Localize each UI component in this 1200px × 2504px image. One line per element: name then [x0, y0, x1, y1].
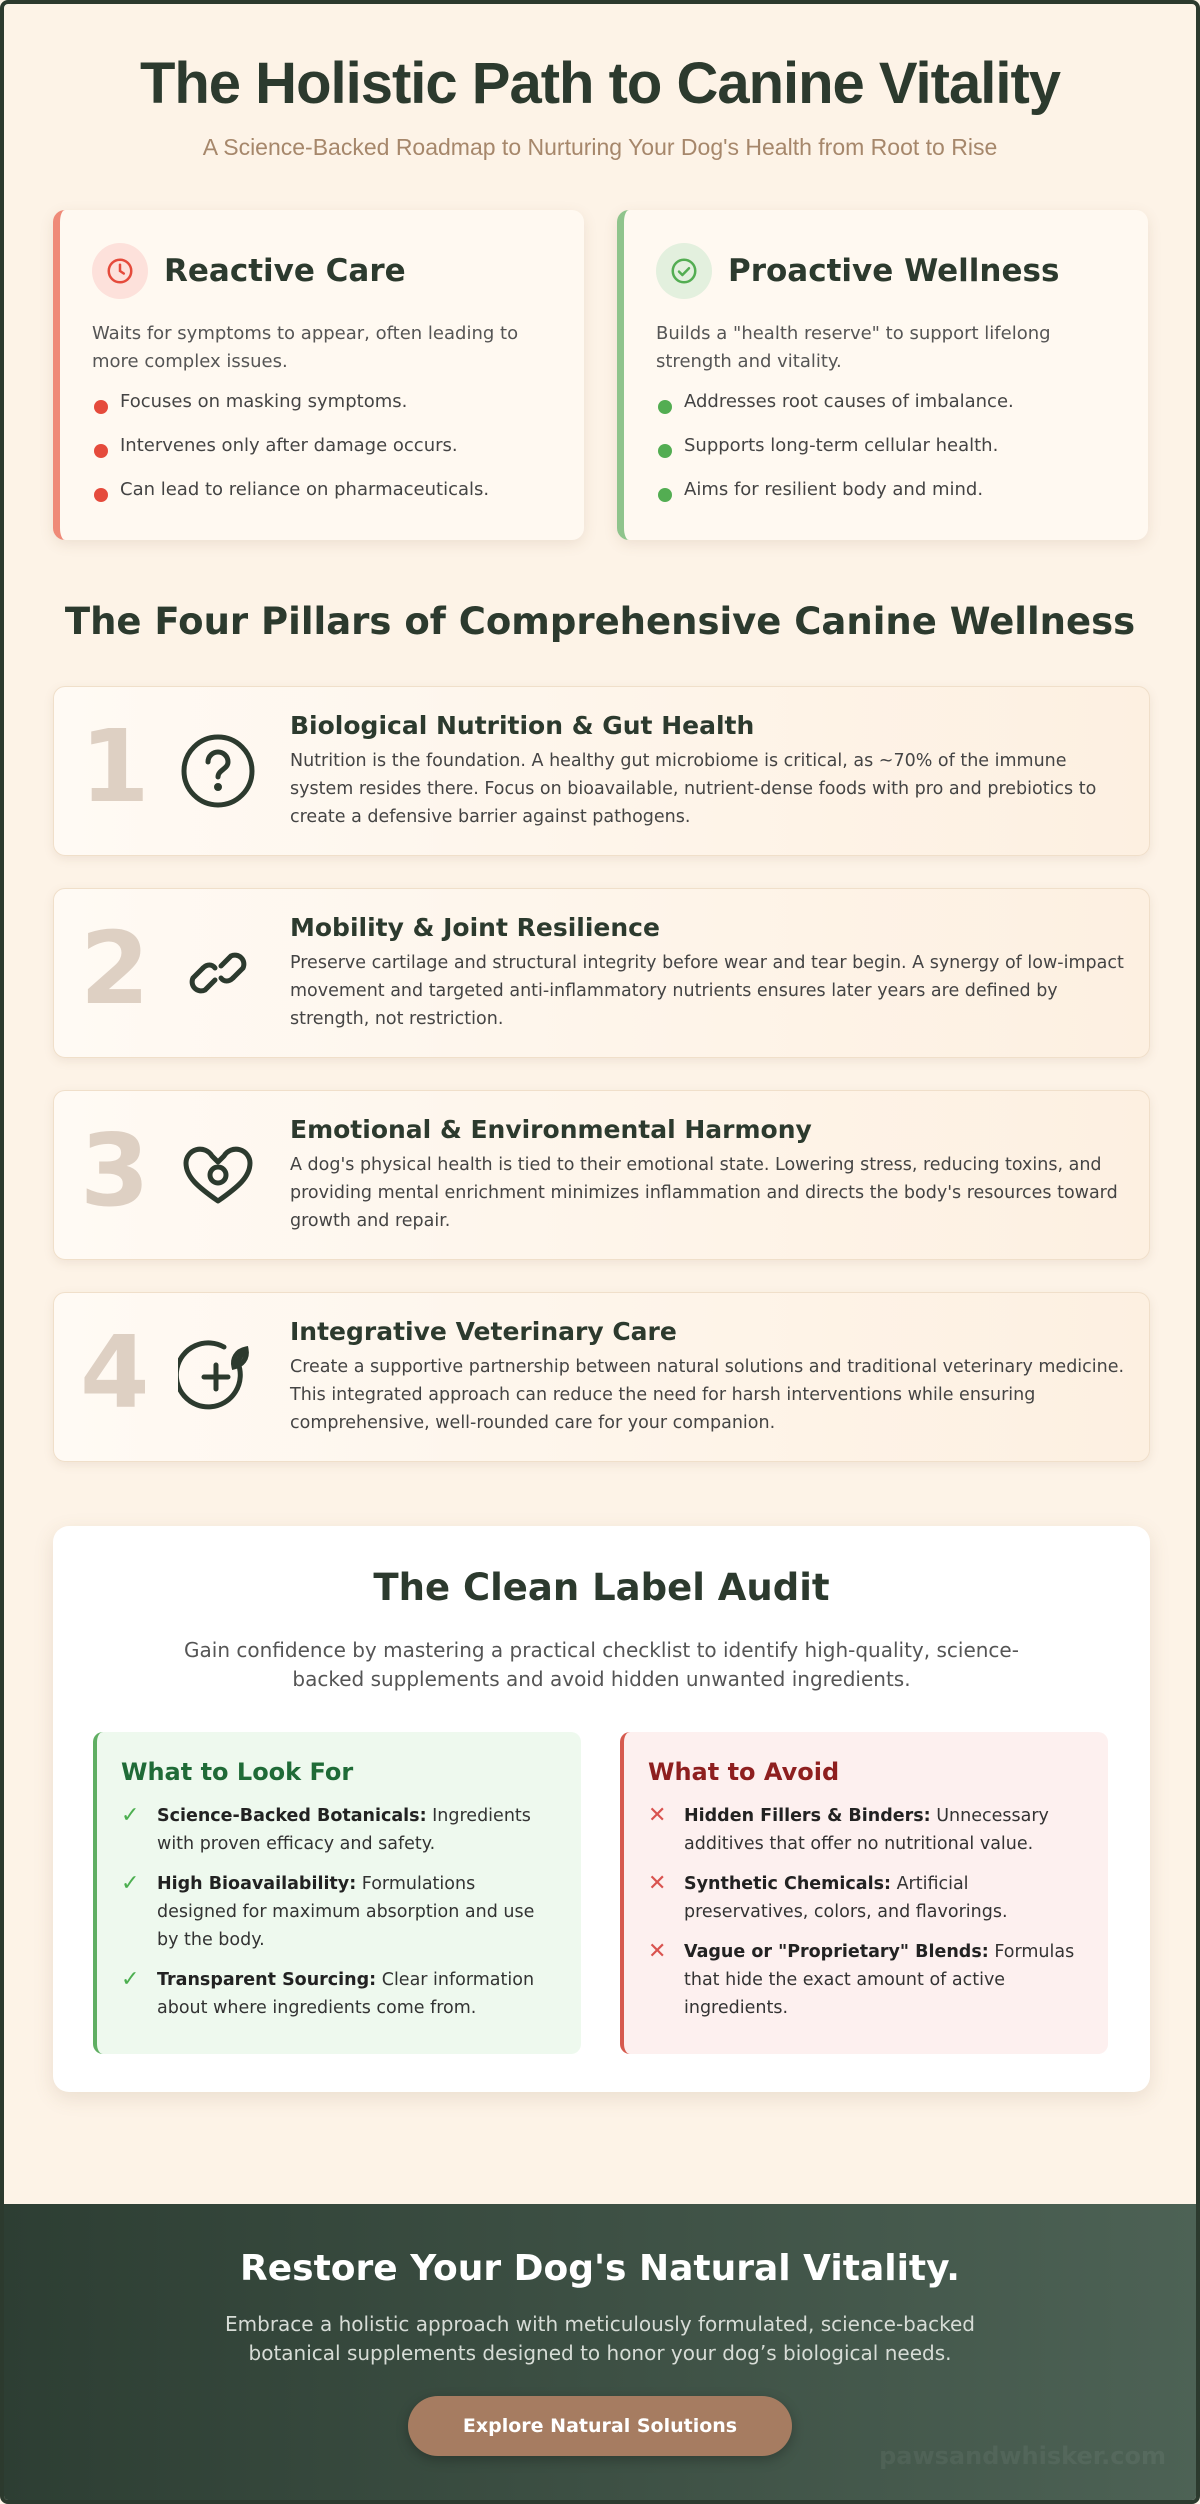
- reactive-care-description: Waits for symptoms to appear, often leading to more complex issues.: [92, 323, 519, 372]
- watermark: pawsandwhisker.com: [879, 2442, 1166, 2470]
- pillars-section-title: The Four Pillars of Comprehensive Canine Wellness: [64, 600, 1136, 643]
- pillar-card: [53, 1090, 1150, 1260]
- list-item: Can lead to reliance on pharmaceuticals.: [92, 476, 554, 520]
- cross-icon: ✕: [648, 1803, 667, 1828]
- item-term: Synthetic Chemicals:: [684, 1874, 891, 1894]
- audit-description: Gain confidence by mastering a practical checklist to identify high-quality, science-backed supplements and avoid hidden unwanted ingredients.: [184, 1638, 1019, 1691]
- footer-cta-section: [4, 2204, 1196, 2504]
- item-term: High Bioavailability:: [157, 1874, 357, 1894]
- pillar-description: Create a supportive partnership between natural solutions and traditional veterinary medicine. This integrated approach can reduce the need for harsh interventions while ensuring comprehensive, well-rounded care for your companion.: [290, 1357, 1125, 1433]
- pillar-number: 4: [80, 1314, 150, 1431]
- explore-natural-solutions-button[interactable]: Explore Natural Solutions: [408, 2396, 792, 2456]
- plus-circle-leaf-icon: [178, 1337, 258, 1417]
- footer-description: Embrace a holistic approach with meticulously formulated, science-backed botanical supplements designed to honor your dog’s biological needs.: [225, 2312, 975, 2365]
- item-text: Formulas that hide the exact amount of active ingredients.: [684, 1942, 1075, 2018]
- list-item: Supports long-term cellular health.: [656, 432, 1118, 476]
- pillar-title: Mobility & Joint Resilience: [290, 913, 660, 942]
- list-item: [648, 1938, 1084, 2022]
- reactive-care-header: [92, 242, 554, 300]
- pillar-title: Integrative Veterinary Care: [290, 1317, 677, 1346]
- avoid-title: What to Avoid: [648, 1758, 840, 1786]
- check-circle-icon: [656, 243, 712, 299]
- audit-title: The Clean Label Audit: [373, 1566, 830, 1609]
- checkmark-icon: ✓: [121, 1803, 140, 1828]
- list-item: [121, 1870, 557, 1954]
- pillar-card: [53, 686, 1150, 856]
- item-term: Vague or "Proprietary" Blends:: [684, 1942, 989, 1962]
- list-item: Addresses root causes of imbalance.: [656, 388, 1118, 432]
- question-circle-icon: [178, 731, 258, 811]
- item-term: Hidden Fillers & Binders:: [684, 1806, 931, 1826]
- item-text: Formulations designed for maximum absorption and use by the body.: [157, 1874, 535, 1950]
- list-item: [648, 1802, 1084, 1858]
- list-item: [648, 1870, 1084, 1926]
- proactive-wellness-list: [656, 388, 1118, 520]
- footer-title: Restore Your Dog's Natural Vitality.: [240, 2248, 960, 2289]
- item-text: Clear information about where ingredients come from.: [157, 1970, 535, 2018]
- item-term: Transparent Sourcing:: [157, 1970, 377, 1990]
- pillar-title: Emotional & Environmental Harmony: [290, 1115, 812, 1144]
- avoid-panel: [620, 1732, 1108, 2054]
- pillar-description: Preserve cartilage and structural integrity before wear and tear begin. A synergy of low-impact movement and targeted anti-inflammatory nutrients ensures later years are defined by strength, not restriction.: [290, 953, 1124, 1029]
- list-item: Intervenes only after damage occurs.: [92, 432, 554, 476]
- pillar-description: A dog's physical health is tied to their emotional state. Lowering stress, reducing toxins, and providing mental enrichment minimizes inflammation and directs the body's resources toward growth and repair.: [290, 1155, 1118, 1231]
- pillar-number: 1: [80, 708, 150, 825]
- reactive-care-title: Reactive Care: [164, 253, 406, 289]
- list-item: Focuses on masking symptoms.: [92, 388, 554, 432]
- page-subtitle: A Science-Backed Roadmap to Nurturing Your Dog's Health from Root to Rise: [202, 134, 998, 160]
- pillar-number: 3: [80, 1112, 150, 1229]
- item-text: Artificial preservatives, colors, and flavorings.: [684, 1874, 1008, 1922]
- list-item: [121, 1802, 557, 1858]
- reactive-care-list: [92, 388, 554, 520]
- cross-icon: ✕: [648, 1871, 667, 1896]
- list-item: Aims for resilient body and mind.: [656, 476, 1118, 520]
- list-item: [121, 1966, 557, 2022]
- proactive-wellness-card: [617, 210, 1148, 540]
- heart-icon: [178, 1135, 258, 1215]
- pillar-title: Biological Nutrition & Gut Health: [290, 711, 755, 740]
- clean-label-audit-card: [53, 1526, 1150, 2092]
- pillar-card: [53, 1292, 1150, 1462]
- look-for-title: What to Look For: [121, 1758, 354, 1786]
- page-title: The Holistic Path to Canine Vitality: [139, 51, 1061, 116]
- clock-icon: [92, 243, 148, 299]
- pillar-card: [53, 888, 1150, 1058]
- item-text: Ingredients with proven efficacy and safety.: [157, 1806, 531, 1854]
- proactive-wellness-title: Proactive Wellness: [728, 253, 1060, 289]
- pillar-description: Nutrition is the foundation. A healthy gut microbiome is critical, as ~70% of the immune system resides there. Focus on bioavailable, nutrient-dense foods with pro and prebiotics to create a defensive barrier against pathogens.: [290, 751, 1097, 827]
- checkmark-icon: ✓: [121, 1967, 140, 1992]
- link-icon: [178, 933, 258, 1013]
- cross-icon: ✕: [648, 1939, 667, 1964]
- reactive-care-card: [53, 210, 584, 540]
- proactive-wellness-header: [656, 242, 1118, 300]
- proactive-wellness-description: Builds a "health reserve" to support lifelong strength and vitality.: [656, 323, 1051, 372]
- look-for-panel: [93, 1732, 581, 2054]
- item-term: Science-Backed Botanicals:: [157, 1806, 427, 1826]
- pillar-number: 2: [80, 910, 150, 1027]
- checkmark-icon: ✓: [121, 1871, 140, 1896]
- item-text: Unnecessary additives that offer no nutritional value.: [684, 1806, 1049, 1854]
